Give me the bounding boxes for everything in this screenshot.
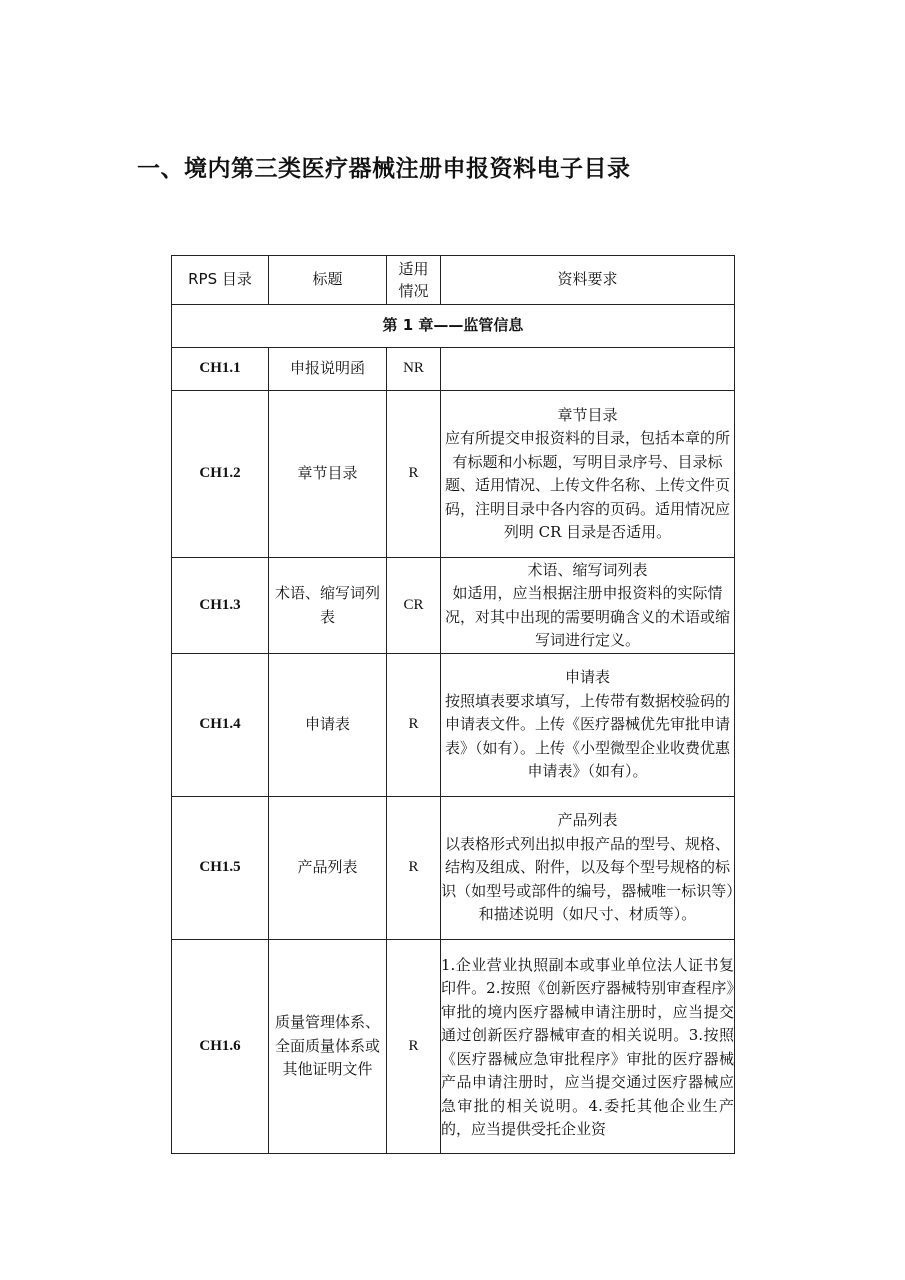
requirement-text: 如适用，应当根据注册申报资料的实际情况，对其中出现的需要明确含义的术语或缩写词进行定义。	[444, 584, 730, 649]
row-applicability: NR	[387, 348, 441, 391]
row-requirements	[441, 940, 735, 1154]
table-row	[172, 797, 735, 940]
row-title: 质量管理体系、全面质量体系或其他证明文件	[269, 940, 387, 1154]
header-requirements: 资料要求	[441, 256, 735, 305]
chapter-row	[172, 305, 735, 348]
header-applicability	[387, 256, 441, 305]
row-code: CH1.3	[172, 558, 269, 654]
row-code: CH1.1	[172, 348, 269, 391]
row-applicability: R	[387, 797, 441, 940]
requirement-text: 应有所提交申报资料的目录，包括本章的所有标题和小标题，写明目录序号、目录标题、适用情况、上传文件名称、上传文件页码，注明目录中各内容的页码。适用情况应列明 CR 目录是否适用。	[444, 429, 730, 541]
row-requirements	[441, 797, 735, 940]
row-applicability: R	[387, 391, 441, 558]
row-requirements	[441, 654, 735, 797]
requirement-heading: 术语、缩写词列表	[527, 560, 648, 579]
header-applicability-line2: 情况	[398, 282, 429, 300]
table-row	[172, 940, 735, 1154]
row-requirements	[441, 558, 735, 654]
table-header-row	[172, 256, 735, 305]
requirement-heading: 申请表	[564, 668, 610, 687]
table-row	[172, 391, 735, 558]
row-code: CH1.4	[172, 654, 269, 797]
row-title: 申请表	[269, 654, 387, 797]
row-title: 章节目录	[269, 391, 387, 558]
table-row	[172, 348, 735, 391]
requirement-text: 按照填表要求填写，上传带有数据校验码的申请表文件。上传《医疗器械优先审批申请表》（如有）。上传《小型微型企业收费优惠申请表》（如有）。	[444, 691, 730, 781]
row-title: 产品列表	[269, 797, 387, 940]
header-rps: RPS 目录	[172, 256, 269, 305]
row-requirements	[441, 391, 735, 558]
row-applicability: R	[387, 940, 441, 1154]
requirement-heading: 产品列表	[557, 811, 618, 830]
page-title: 一、境内第三类医疗器械注册申报资料电子目录	[137, 156, 631, 182]
requirement-heading: 章节目录	[557, 405, 618, 424]
chapter-title: 第 1 章——监管信息	[172, 305, 735, 348]
table-row	[172, 654, 735, 797]
header-title: 标题	[269, 256, 387, 305]
row-code: CH1.5	[172, 797, 269, 940]
row-code: CH1.2	[172, 391, 269, 558]
requirement-text: 以表格形式列出拟申报产品的型号、规格、结构及组成、附件，以及每个型号规格的标识（如型号或部件的编号，器械唯一标识等）和描述说明（如尺寸、材质等）。	[441, 834, 734, 924]
row-applicability: R	[387, 654, 441, 797]
row-applicability: CR	[387, 558, 441, 654]
table-row	[172, 558, 735, 654]
registration-toc-table	[171, 255, 735, 1154]
header-applicability-line1: 适用	[398, 260, 429, 278]
row-title: 申报说明函	[269, 348, 387, 391]
requirement-text: 1.企业营业执照副本或事业单位法人证书复印件。2.按照《创新医疗器械特别审查程序》审批的境内医疗器械申请注册时，应当提交通过创新医疗器械审查的相关说明。3.按照《医疗器械应急审批程序》审批的医疗器械产品申请注册时，应当提交通过医疗器械应急审批的相关说明。4.委托其他企业生产的，应当提供受托企业资	[441, 955, 734, 1138]
row-title: 术语、缩写词列表	[269, 558, 387, 654]
row-requirements	[441, 348, 735, 391]
row-code: CH1.6	[172, 940, 269, 1154]
